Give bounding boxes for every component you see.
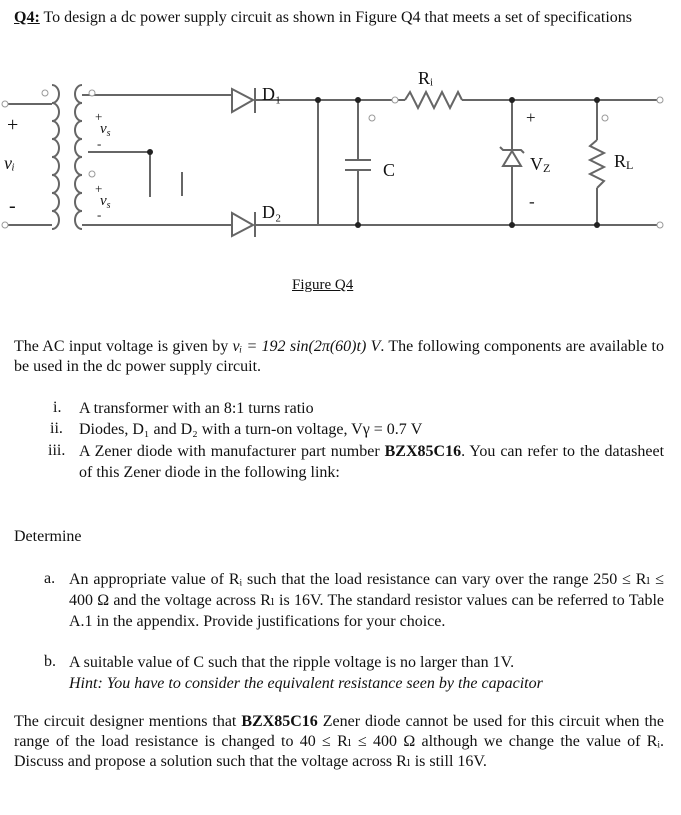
vs-top-sub: s: [106, 128, 111, 139]
vz-sub: Z: [543, 161, 551, 175]
c-label: C: [383, 160, 396, 180]
closing-paragraph: [14, 712, 664, 772]
svg-text:vs: [100, 193, 111, 211]
closing-text-b: Zener diode cannot be used for this circuit when the range of the load resistance is changed to 40 ≤ Rₗ ≤ 400 Ω although we change the value of Rᵢ. Discuss and propose a solution such that the voltage across Rₗ is still 16V.: [14, 713, 664, 770]
vs-bot-label: v: [100, 193, 107, 209]
vs-bot-minus: -: [97, 207, 102, 222]
component-3-text-a: A Zener diode with manufacturer part number: [79, 443, 385, 460]
vz-label: V: [530, 154, 543, 174]
task-num-b: b.: [44, 653, 56, 670]
component-3-text-b: . You can refer to the datasheet of this Zener diode in the following link:: [79, 443, 665, 481]
task-b: [69, 652, 664, 694]
intro-equation: vᵢ = 192 sin(2π(60)t) V: [232, 338, 381, 355]
figure-caption: Figure Q4: [292, 277, 354, 293]
task-b-text: A suitable value of C such that the ripple voltage is no larger than 1V.: [69, 654, 515, 671]
intro-paragraph: [14, 337, 664, 377]
d1-label: D₁: [262, 84, 282, 104]
vs-top-minus: -: [97, 136, 102, 151]
question-title: To design a dc power supply circuit as shown in Figure Q4 that meets a set of specifications: [43, 9, 633, 26]
vz-plus: +: [526, 108, 536, 127]
svg-text:VZ: [530, 154, 550, 175]
component-item-3: [79, 441, 664, 483]
determine-label: Determine: [14, 528, 82, 545]
component-num-2: ii.: [50, 420, 63, 437]
vi-label: vᵢ: [4, 153, 15, 173]
d2-label: D₂: [262, 202, 282, 222]
component-num-1: i.: [53, 399, 62, 416]
rl-label: R: [614, 151, 627, 171]
closing-part: BZX85C16: [241, 713, 318, 730]
primary-winding: [52, 85, 59, 229]
vi-minus: -: [9, 195, 16, 217]
vs-bot-plus: +: [95, 181, 103, 196]
component-item-2: Diodes, D₁ and D₂ with a turn-on voltage, Vγ = 0.7 V: [79, 421, 423, 438]
question-label: Q4:: [14, 9, 40, 26]
ri-resistor: [405, 92, 462, 108]
vs-top-plus: +: [95, 109, 103, 124]
task-a: An appropriate value of Rᵢ such that the load resistance can vary over the range 250 ≤ Rₗ ≤ 400 Ω and the voltage across Rₗ is 16V. The standard resistor values can be referred to Table A.1 in the appendix. Provide justifications for your choice.: [69, 571, 664, 630]
task-b-hint: Hint: You have to consider the equivalent resistance seen by the capacitor: [69, 675, 543, 692]
vz-minus: -: [529, 192, 535, 211]
vi-plus: +: [7, 114, 19, 136]
svg-text:RL: [614, 151, 633, 172]
vs-top-label: v: [100, 121, 107, 137]
secondary-winding: [75, 85, 82, 229]
vs-bot-sub: s: [106, 200, 111, 211]
svg-text:vs: [100, 121, 111, 139]
component-item-1: A transformer with an 8:1 turns ratio: [79, 400, 314, 417]
component-num-3: iii.: [48, 442, 66, 459]
intro-text-a: The AC input voltage is given by: [14, 338, 233, 355]
component-3-part: BZX85C16: [384, 443, 462, 460]
ri-label: Rᵢ: [418, 68, 433, 88]
intro-text-b: . The following components are available to be used in the dc power supply circuit.: [14, 338, 664, 375]
closing-text-a: The circuit designer mentions that: [14, 713, 242, 730]
rl-sub: L: [626, 158, 634, 172]
question-heading: [14, 8, 664, 28]
rl-resistor: [590, 140, 604, 188]
circuit-diagram: [0, 55, 681, 270]
task-num-a: a.: [44, 570, 56, 587]
